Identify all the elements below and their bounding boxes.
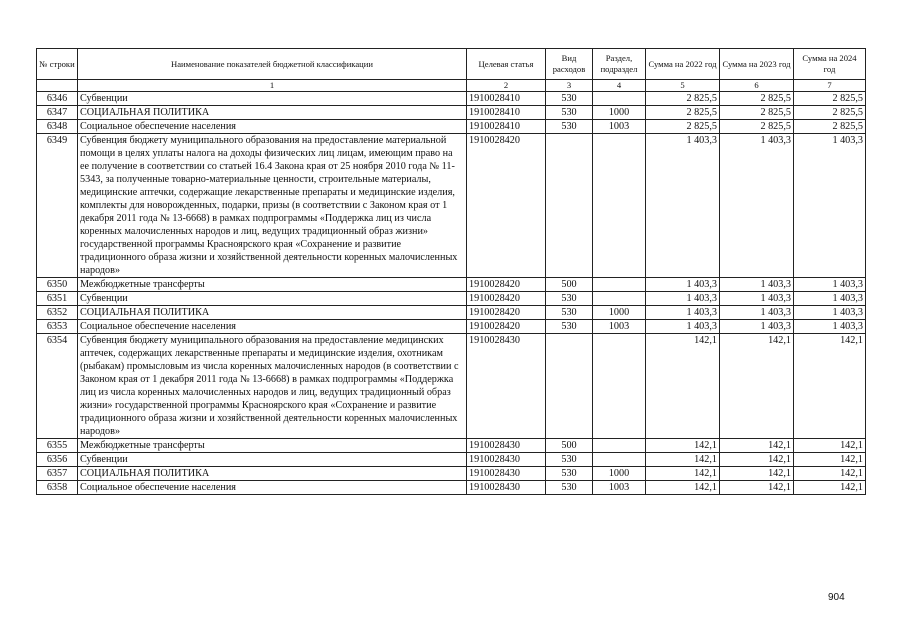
table-row xyxy=(37,481,866,495)
amount-2022-cell: 1 403,3 xyxy=(646,134,720,278)
section-cell xyxy=(593,134,646,278)
section-cell xyxy=(593,439,646,453)
row-number-cell: 6351 xyxy=(37,292,78,306)
amount-2022-cell: 2 825,5 xyxy=(646,120,720,134)
expense-type-cell: 530 xyxy=(546,306,593,320)
expense-type-cell: 500 xyxy=(546,278,593,292)
table-row xyxy=(37,292,866,306)
row-number-cell: 6348 xyxy=(37,120,78,134)
target-article-cell: 1910028430 xyxy=(467,467,546,481)
row-number-cell: 6357 xyxy=(37,467,78,481)
indicator-name-cell: Социальное обеспечение населения xyxy=(78,320,467,334)
expense-type-cell: 500 xyxy=(546,439,593,453)
table-row xyxy=(37,306,866,320)
section-cell: 1000 xyxy=(593,106,646,120)
section-cell xyxy=(593,292,646,306)
column-number: 1 xyxy=(78,80,467,92)
header-amount-2024: Сумма на 2024 год xyxy=(794,49,866,80)
row-number-cell: 6356 xyxy=(37,453,78,467)
table-row xyxy=(37,439,866,453)
section-cell: 1003 xyxy=(593,481,646,495)
page-number: 904 xyxy=(828,592,845,603)
row-number-cell: 6347 xyxy=(37,106,78,120)
indicator-name-cell: СОЦИАЛЬНАЯ ПОЛИТИКА xyxy=(78,306,467,320)
target-article-cell: 1910028420 xyxy=(467,134,546,278)
column-number: 5 xyxy=(646,80,720,92)
amount-2024-cell: 2 825,5 xyxy=(794,92,866,106)
header-amount-2022: Сумма на 2022 год xyxy=(646,49,720,80)
expense-type-cell: 530 xyxy=(546,92,593,106)
amount-2022-cell: 142,1 xyxy=(646,439,720,453)
header-amount-2023: Сумма на 2023 год xyxy=(720,49,794,80)
amount-2024-cell: 142,1 xyxy=(794,467,866,481)
row-number-cell: 6353 xyxy=(37,320,78,334)
amount-2024-cell: 2 825,5 xyxy=(794,120,866,134)
table-row xyxy=(37,467,866,481)
target-article-cell: 1910028420 xyxy=(467,292,546,306)
row-number-cell: 6352 xyxy=(37,306,78,320)
amount-2024-cell: 1 403,3 xyxy=(794,134,866,278)
header-indicator-name: Наименование показателей бюджетной классификации xyxy=(78,49,467,80)
amount-2022-cell: 1 403,3 xyxy=(646,292,720,306)
amount-2023-cell: 1 403,3 xyxy=(720,320,794,334)
amount-2023-cell: 2 825,5 xyxy=(720,106,794,120)
target-article-cell: 1910028430 xyxy=(467,439,546,453)
amount-2023-cell: 1 403,3 xyxy=(720,306,794,320)
table-row xyxy=(37,120,866,134)
amount-2024-cell: 142,1 xyxy=(794,439,866,453)
indicator-name-cell: СОЦИАЛЬНАЯ ПОЛИТИКА xyxy=(78,106,467,120)
target-article-cell: 1910028410 xyxy=(467,92,546,106)
expense-type-cell: 530 xyxy=(546,320,593,334)
amount-2023-cell: 1 403,3 xyxy=(720,292,794,306)
amount-2024-cell: 142,1 xyxy=(794,334,866,439)
header-row-number: № строки xyxy=(37,49,78,80)
amount-2024-cell: 142,1 xyxy=(794,453,866,467)
indicator-name-cell: Субвенции xyxy=(78,453,467,467)
amount-2024-cell: 1 403,3 xyxy=(794,306,866,320)
amount-2022-cell: 2 825,5 xyxy=(646,92,720,106)
target-article-cell: 1910028430 xyxy=(467,334,546,439)
header-expense-type: Вид расходов xyxy=(546,49,593,80)
amount-2023-cell: 1 403,3 xyxy=(720,278,794,292)
expense-type-cell: 530 xyxy=(546,481,593,495)
amount-2022-cell: 142,1 xyxy=(646,481,720,495)
section-cell xyxy=(593,334,646,439)
table-body xyxy=(37,92,866,495)
target-article-cell: 1910028410 xyxy=(467,120,546,134)
amount-2024-cell: 1 403,3 xyxy=(794,292,866,306)
target-article-cell: 1910028430 xyxy=(467,481,546,495)
amount-2022-cell: 1 403,3 xyxy=(646,306,720,320)
target-article-cell: 1910028410 xyxy=(467,106,546,120)
expense-type-cell xyxy=(546,334,593,439)
section-cell xyxy=(593,278,646,292)
amount-2022-cell: 1 403,3 xyxy=(646,320,720,334)
row-number-cell: 6349 xyxy=(37,134,78,278)
header-target-article: Целевая статья xyxy=(467,49,546,80)
indicator-name-cell: Субвенция бюджету муниципального образования на предоставление материальной помощи в целях уплаты налога на доходы физических лиц лицам, имеющим право на ее получение в соответствии со статьей 16.4 Закона края от 25 ноября 2010 года № 11-5343, за полученные товарно-материальные ценности, строительные материалы, медицинские аптечки, содержащие лекарственные препараты и медицинские изделия, комплекты для новорожденных, подарки, призы (в соответствии с Законом края от 1 декабря 2011 года № 13-6668) в рамках подпрограммы «Поддержка лиц из числа коренных малочисленных народов и лиц, ведущих традиционный образ жизни» государственной программы Красноярского края «Сохранение и развитие традиционного образа жизни и хозяйственной деятельности коренных малочисленных народов» xyxy=(78,134,467,278)
indicator-name-cell: Субвенция бюджету муниципального образования на предоставление медицинских аптечек, содержащих лекарственные препараты и медицинские изделия, охотникам (рыбакам) промысловым из числа коренных малочисленных народов (в соответствии с Законом края от 1 декабря 2011 года № 13-6668) в рамках подпрограммы «Поддержка лиц из числа коренных малочисленных народов и лиц, ведущих традиционный образ жизни» государственной программы Красноярского края «Сохранение и развитие традиционного образа жизни и хозяйственной деятельности коренных малочисленных народов» xyxy=(78,334,467,439)
column-number xyxy=(37,80,78,92)
amount-2023-cell: 142,1 xyxy=(720,467,794,481)
section-cell: 1000 xyxy=(593,467,646,481)
column-number-row xyxy=(37,80,866,92)
indicator-name-cell: Субвенции xyxy=(78,92,467,106)
target-article-cell: 1910028420 xyxy=(467,320,546,334)
indicator-name-cell: Межбюджетные трансферты xyxy=(78,439,467,453)
expense-type-cell xyxy=(546,134,593,278)
indicator-name-cell: СОЦИАЛЬНАЯ ПОЛИТИКА xyxy=(78,467,467,481)
amount-2023-cell: 142,1 xyxy=(720,439,794,453)
section-cell xyxy=(593,92,646,106)
amount-2024-cell: 1 403,3 xyxy=(794,278,866,292)
table-row xyxy=(37,278,866,292)
table-row xyxy=(37,453,866,467)
row-number-cell: 6358 xyxy=(37,481,78,495)
target-article-cell: 1910028420 xyxy=(467,306,546,320)
amount-2023-cell: 1 403,3 xyxy=(720,134,794,278)
column-number: 4 xyxy=(593,80,646,92)
table-header-row xyxy=(37,49,866,80)
header-section: Раздел, подраздел xyxy=(593,49,646,80)
amount-2023-cell: 2 825,5 xyxy=(720,92,794,106)
column-number: 2 xyxy=(467,80,546,92)
target-article-cell: 1910028430 xyxy=(467,453,546,467)
amount-2022-cell: 142,1 xyxy=(646,467,720,481)
row-number-cell: 6350 xyxy=(37,278,78,292)
expense-type-cell: 530 xyxy=(546,292,593,306)
table-row xyxy=(37,92,866,106)
target-article-cell: 1910028420 xyxy=(467,278,546,292)
indicator-name-cell: Субвенции xyxy=(78,292,467,306)
amount-2024-cell: 1 403,3 xyxy=(794,320,866,334)
budget-table xyxy=(36,48,866,495)
indicator-name-cell: Социальное обеспечение населения xyxy=(78,481,467,495)
row-number-cell: 6355 xyxy=(37,439,78,453)
section-cell: 1000 xyxy=(593,306,646,320)
table-row xyxy=(37,106,866,120)
amount-2022-cell: 1 403,3 xyxy=(646,278,720,292)
amount-2023-cell: 142,1 xyxy=(720,334,794,439)
amount-2023-cell: 142,1 xyxy=(720,481,794,495)
row-number-cell: 6354 xyxy=(37,334,78,439)
expense-type-cell: 530 xyxy=(546,106,593,120)
column-number: 6 xyxy=(720,80,794,92)
indicator-name-cell: Межбюджетные трансферты xyxy=(78,278,467,292)
expense-type-cell: 530 xyxy=(546,120,593,134)
table-row xyxy=(37,334,866,439)
section-cell: 1003 xyxy=(593,120,646,134)
amount-2023-cell: 2 825,5 xyxy=(720,120,794,134)
section-cell: 1003 xyxy=(593,320,646,334)
row-number-cell: 6346 xyxy=(37,92,78,106)
expense-type-cell: 530 xyxy=(546,467,593,481)
table-row xyxy=(37,134,866,278)
amount-2022-cell: 142,1 xyxy=(646,334,720,439)
expense-type-cell: 530 xyxy=(546,453,593,467)
table-row xyxy=(37,320,866,334)
indicator-name-cell: Социальное обеспечение населения xyxy=(78,120,467,134)
amount-2024-cell: 142,1 xyxy=(794,481,866,495)
column-number: 3 xyxy=(546,80,593,92)
amount-2024-cell: 2 825,5 xyxy=(794,106,866,120)
amount-2022-cell: 2 825,5 xyxy=(646,106,720,120)
section-cell xyxy=(593,453,646,467)
column-number: 7 xyxy=(794,80,866,92)
amount-2022-cell: 142,1 xyxy=(646,453,720,467)
amount-2023-cell: 142,1 xyxy=(720,453,794,467)
